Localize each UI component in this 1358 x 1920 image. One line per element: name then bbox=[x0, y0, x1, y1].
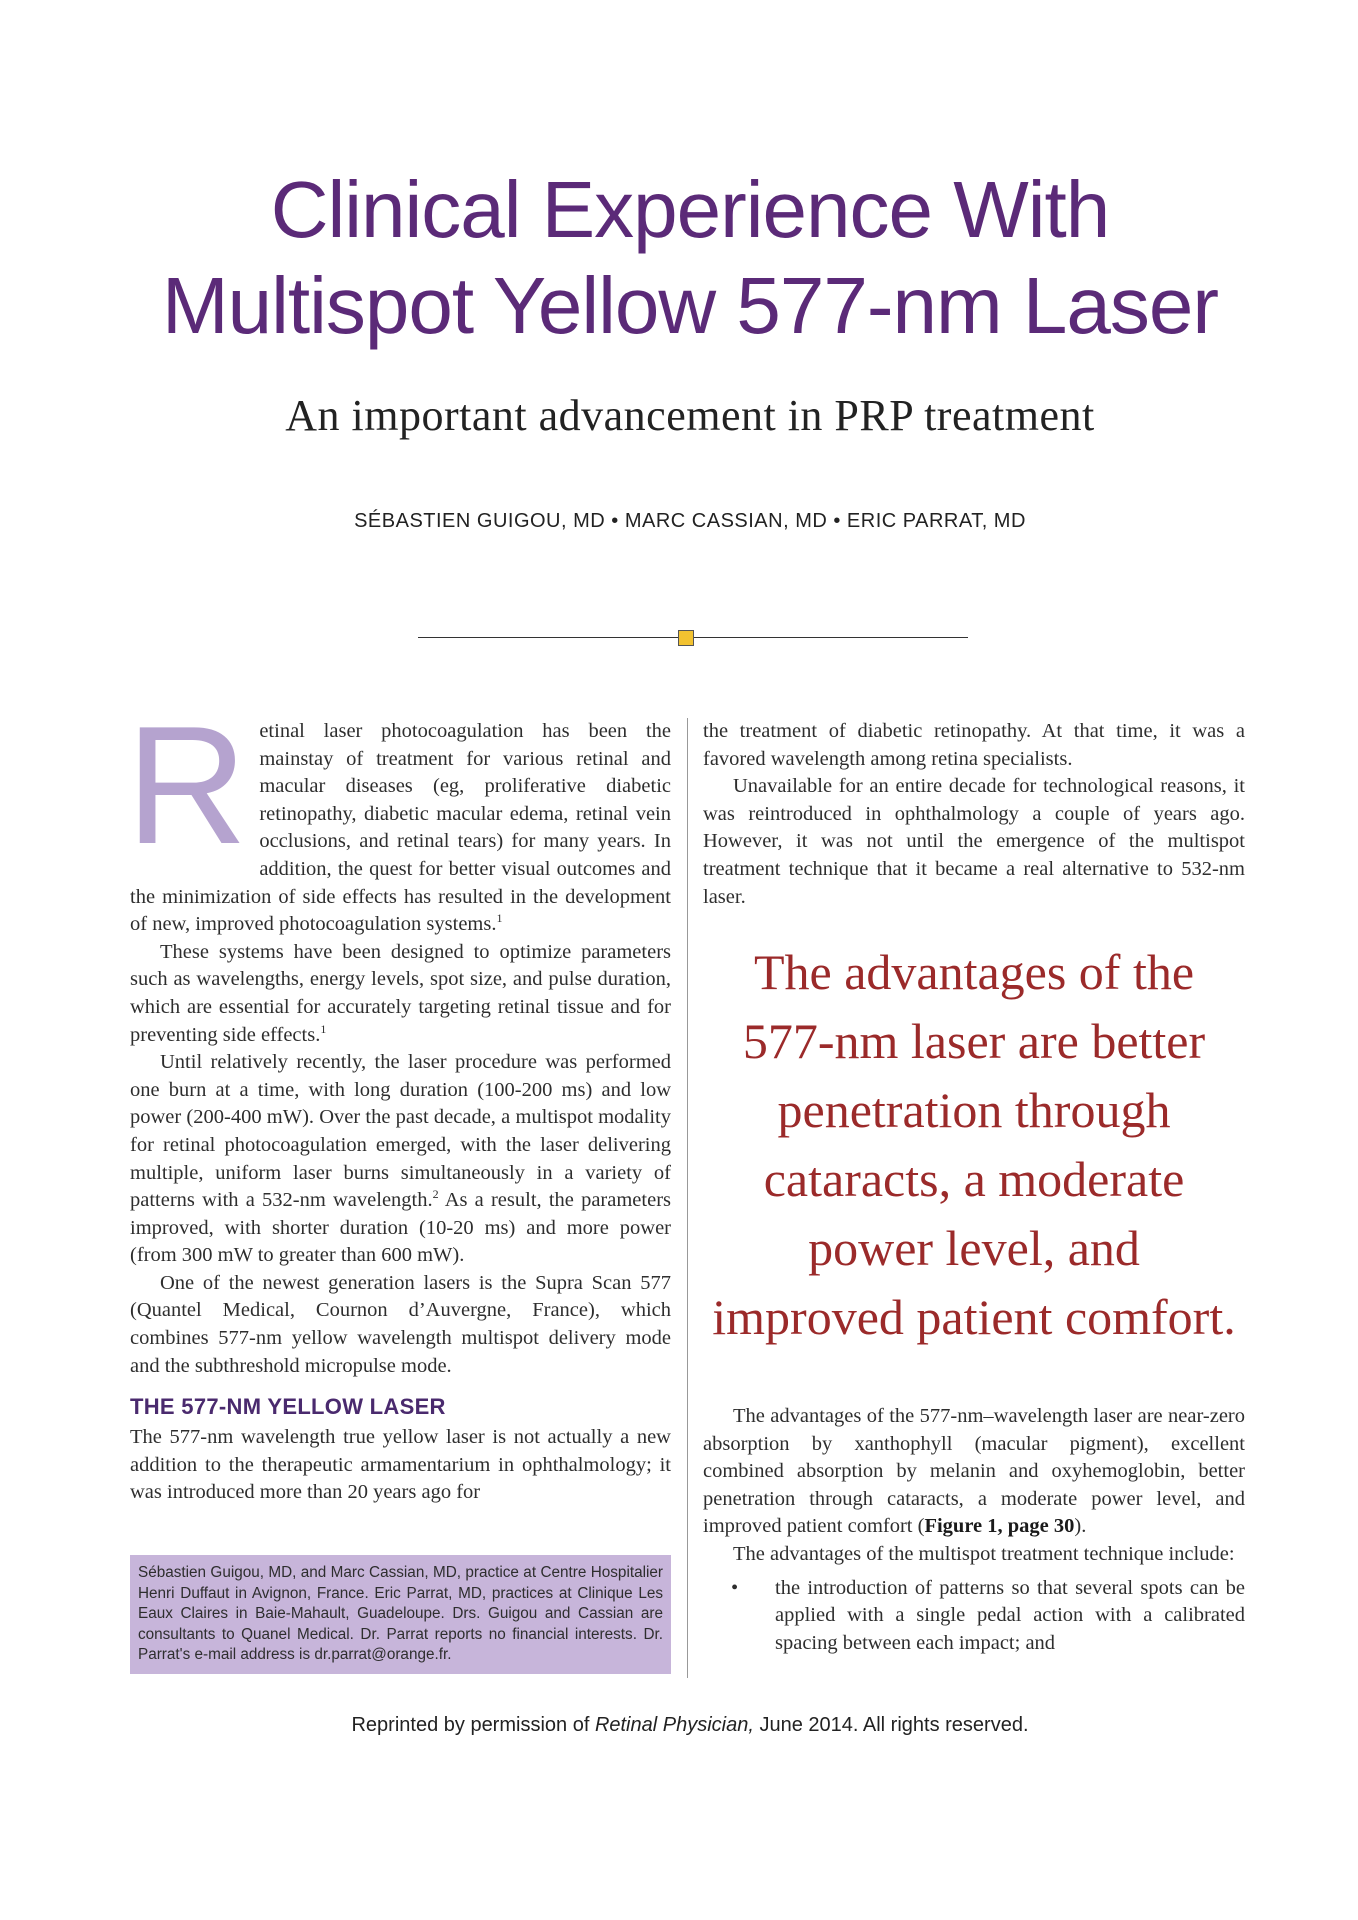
reprint-prefix: Reprinted by permission of bbox=[351, 1714, 595, 1736]
section-heading-yellow-laser: THE 577-NM YELLOW LASER bbox=[130, 1394, 446, 1420]
paragraph-yellow-laser: The 577-nm wavelength true yellow laser is not actually a new addition to the therapeutic armamentarium in ophthalmology; it was introduced more than 20 years ago for bbox=[130, 1426, 671, 1504]
paragraph-history-text-b: As a result, the parameters improved, with shorter duration (10-20 ms) and more power (from 300 mW to greater than 600 mW). bbox=[130, 1189, 671, 1267]
pull-quote-line: The advantages of the bbox=[753, 944, 1195, 1000]
paragraph-history bbox=[130, 1049, 671, 1270]
list-item bbox=[703, 1575, 1245, 1658]
paragraph-systems bbox=[130, 939, 671, 1049]
paragraph-advantages-text: The advantages of the 577-nm–wavelength laser are near-zero absorption by xanthophyll (macular pigment), excellent combined absorption by melanin and oxyhemoglobin, better penetration through cataracts, a moderate power level, and improved patient comfort ( bbox=[703, 1405, 1245, 1538]
intro-text: etinal laser photocoagulation has been the mainstay of treatment for various retinal and macular diseases (eg, proliferative diabetic retinopathy, diabetic macular edema, retinal vein occlusions, and retinal tears) for many years. In addition, the quest for better visual outcomes and the minimization of side effects has resulted in the development of new, improved photocoagulation systems. bbox=[130, 720, 671, 936]
reprint-notice bbox=[120, 1714, 1260, 1737]
citation-2: 2 bbox=[432, 1187, 439, 1202]
advantages-list bbox=[703, 1575, 1245, 1658]
pull-quote-line: 577-nm laser are better bbox=[742, 1013, 1206, 1069]
pull-quote-line: penetration through bbox=[777, 1082, 1171, 1138]
divider-square-ornament bbox=[678, 630, 694, 646]
title-divider bbox=[418, 628, 968, 648]
bullet-marker: • bbox=[731, 1576, 739, 1599]
paragraph-reintroduced: Unavailable for an entire decade for technological reasons, it was reintroduced in ophthalmology a couple of years ago. However, it was not until the emergence of the multispot treatment technique that it became a real alternative to 532-nm laser. bbox=[703, 775, 1245, 908]
article-subtitle: An important advancement in PRP treatment bbox=[285, 391, 1095, 440]
author-bio-box: Sébastien Guigou, MD, and Marc Cassian, MD, practice at Centre Hospitalier Henri Duffaut in Avignon, France. Eric Parrat, MD, practices at Clinique Les Eaux Claires in Baie-Mahault, Guadeloupe. Drs. Guigou and Cassian are consultants to Quanel Medical. Dr. Parrat reports no financial interests. Dr. Parrat's e-mail address is dr.parrat@orange.fr. bbox=[130, 1555, 671, 1674]
citation-1: 1 bbox=[496, 911, 503, 926]
drop-cap: R bbox=[126, 691, 248, 879]
citation-1b: 1 bbox=[320, 1021, 327, 1036]
paragraph-systems-text: These systems have been designed to optimize parameters such as wavelengths, energy levels, spot size, and pulse duration, which are essential for accurately targeting retinal tissue and for preventing side effects. bbox=[130, 940, 671, 1046]
list-item-text: the introduction of patterns so that several spots can be applied with a single pedal action with a calibrated spacing between each impact; and bbox=[775, 1576, 1245, 1654]
left-column bbox=[126, 691, 671, 1507]
pull-quote-line: cataracts, a moderate bbox=[763, 1151, 1185, 1207]
pull-quote-line: improved patient comfort. bbox=[712, 1289, 1236, 1345]
article-title bbox=[120, 162, 1260, 354]
right-column-top bbox=[703, 718, 1245, 911]
title-line-1: Clinical Experience With bbox=[270, 165, 1110, 254]
right-column-bottom bbox=[703, 1403, 1245, 1657]
paragraph-multispot-advantages: The advantages of the multispot treatment technique include: bbox=[733, 1542, 1235, 1565]
author-byline: SÉBASTIEN GUIGOU, MD • MARC CASSIAN, MD • ERIC PARRAT, MD bbox=[354, 510, 1026, 532]
reprint-suffix: June 2014. All rights reserved. bbox=[753, 1714, 1029, 1736]
paragraph-advantages-end: ). bbox=[1074, 1515, 1087, 1538]
intro-paragraph bbox=[126, 691, 671, 939]
column-divider bbox=[687, 718, 688, 1678]
pull-quote-line: power level, and bbox=[808, 1220, 1140, 1276]
pull-quote bbox=[703, 938, 1245, 1352]
paragraph-history-text-a: Until relatively recently, the laser procedure was performed one burn at a time, with long duration (100-200 ms) and low power (200-400 mW). Over the past decade, a multispot modality for retinal photocoagulation emerged, with the laser delivering multiple, uniform laser burns simultaneously in a variety of patterns with a 532-nm wavelength. bbox=[130, 1051, 671, 1212]
paragraph-continued: the treatment of diabetic retinopathy. At that time, it was a favored wavelength among retina specialists. bbox=[703, 720, 1245, 770]
paragraph-advantages-577 bbox=[703, 1403, 1245, 1541]
paragraph-supra-scan: One of the newest generation lasers is the Supra Scan 577 (Quantel Medical, Cournon d’Auvergne, France), which combines 577-nm yellow wavelength multispot delivery mode and the subthreshold micropulse mode. bbox=[130, 1271, 671, 1377]
publication-name: Retinal Physician, bbox=[594, 1714, 754, 1736]
title-line-2: Multispot Yellow 577-nm Laser bbox=[161, 261, 1219, 350]
figure-reference: Figure 1, page 30 bbox=[924, 1515, 1075, 1538]
